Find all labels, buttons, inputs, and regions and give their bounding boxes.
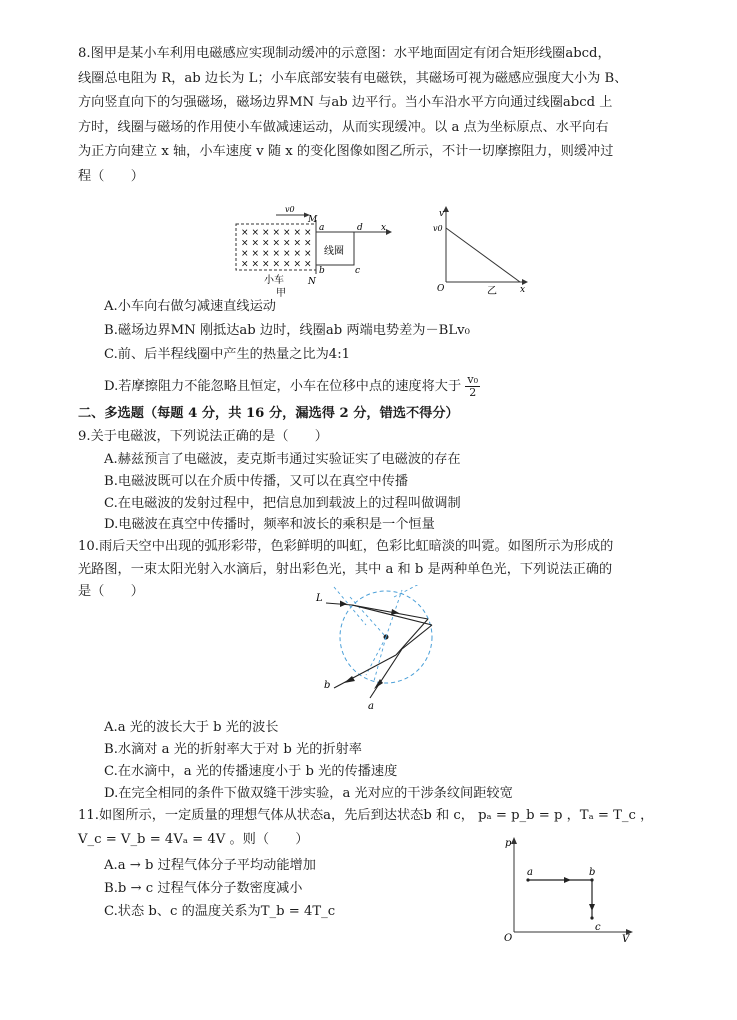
field-cross-mark: ×	[262, 238, 270, 249]
field-cross-mark: ×	[272, 249, 281, 259]
q9-option-b: B.电磁波既可以在介质中传播，又可以在真空中传播	[104, 474, 409, 489]
field-cross-mark: ×	[262, 249, 270, 259]
q11-option-c: C.状态 b、c 的温度关系为T_b = 4T_c	[104, 904, 336, 919]
q8-line-6: 程（ ）	[78, 169, 144, 184]
pv-label-O: O	[504, 933, 513, 944]
q9-stem: 9.关于电磁波，下列说法正确的是（ ）	[78, 429, 328, 444]
figure-pv-diagram	[500, 834, 640, 946]
q10-option-d: D.在完全相同的条件下做双缝干涉实验，a 光对应的干涉条纹间距较宽	[104, 786, 513, 801]
field-cross-mark: ×	[293, 249, 302, 259]
yi-label-v0: v0	[433, 224, 443, 233]
q8-line-3: 方向竖直向下的匀强磁场，磁场边界MN 与ab 边平行。当小车沿水平方向通过线圈abcd 上	[78, 95, 613, 110]
label-M: M	[308, 215, 318, 225]
field-cross-mark: ×	[241, 249, 249, 259]
pv-label-a: a	[527, 867, 533, 878]
q11-line-1: 11.如图所示，一定质量的理想气体从状态a，先后到达状态b 和 c， pₐ = p_b = p ，Tₐ = T_c ，	[78, 808, 654, 823]
q11-option-a: A.a → b 过程气体分子平均动能增加	[104, 858, 316, 873]
field-cross-mark: ×	[293, 238, 302, 249]
q10-line-2: 光路图，一束太阳光射入水滴后，射出彩色光，其中 a 和 b 是两种单色光，下列说法正确的	[78, 562, 613, 577]
field-cross-mark: ×	[272, 238, 281, 249]
yi-label-x: x	[520, 285, 526, 295]
label-coil: 线圈	[324, 246, 344, 257]
field-cross-mark: ×	[262, 228, 270, 238]
field-cross-mark: ×	[283, 228, 291, 238]
q11-line-2: V_c = V_b = 4Vₐ = 4V 。则（ ）	[78, 832, 309, 847]
figure-raindrop	[306, 585, 466, 715]
pv-label-p: p	[505, 838, 512, 849]
label-d: d	[357, 223, 363, 233]
q10-option-c: C.在水滴中，a 光的传播速度小于 b 光的传播速度	[104, 764, 398, 779]
drop-label-L: L	[316, 593, 323, 604]
yi-label-O: O	[437, 284, 445, 294]
q8-option-d	[104, 374, 480, 399]
label-b: b	[319, 266, 325, 276]
field-cross-mark: ×	[283, 259, 291, 270]
caption-jia: 甲	[276, 288, 286, 298]
label-N: N	[308, 277, 316, 287]
q11-option-b: B.b → c 过程气体分子数密度减小	[104, 881, 303, 896]
q9-option-a: A.赫兹预言了电磁波，麦克斯韦通过实验证实了电磁波的存在	[104, 452, 461, 467]
field-cross-mark: ×	[262, 259, 270, 270]
q9-option-d: D.电磁波在真空中传播时，频率和波长的乘积是一个恒量	[104, 517, 435, 532]
pv-label-c: c	[595, 922, 601, 933]
field-cross-mark: ×	[251, 249, 260, 259]
label-x: x	[381, 223, 387, 233]
drop-label-b: b	[324, 680, 331, 691]
figure-yi	[432, 204, 532, 296]
label-a: a	[319, 223, 325, 233]
yi-label-v: v	[439, 209, 445, 219]
field-cross-mark: ×	[272, 228, 281, 238]
field-cross-mark: ×	[304, 228, 312, 238]
fraction-denominator: 2	[469, 386, 477, 399]
figure-jia	[228, 202, 398, 298]
field-cross-mark: ×	[272, 259, 281, 270]
q9-option-c: C.在电磁波的发射过程中，把信息加到载波上的过程叫做调制	[104, 496, 461, 511]
field-cross-mark: ×	[283, 249, 291, 259]
field-cross-mark: ×	[241, 238, 249, 249]
caption-yi: 乙	[487, 286, 497, 296]
field-cross-mark: ×	[304, 238, 312, 249]
fraction-numerator: v₀	[467, 373, 478, 386]
magnetic-field-crosses	[241, 228, 312, 270]
field-cross-mark: ×	[293, 259, 302, 270]
q8-option-a: A.小车向右做匀减速直线运动	[104, 299, 276, 314]
q8-line-5: 为正方向建立 x 轴，小车速度 v 随 x 的变化图像如图乙所示，不计一切摩擦阻力，则缓冲过	[78, 144, 614, 159]
field-cross-mark: ×	[251, 228, 260, 238]
field-cross-mark: ×	[241, 259, 249, 270]
label-v0: v0	[285, 205, 295, 214]
q10-option-a: A.a 光的波长大于 b 光的波长	[104, 720, 279, 735]
label-c: c	[355, 266, 361, 276]
field-cross-mark: ×	[304, 259, 312, 270]
q8-option-c: C.前、后半程线圈中产生的热量之比为4:1	[104, 347, 351, 362]
field-cross-mark: ×	[283, 238, 291, 249]
fraction-v0-over-2	[465, 374, 480, 399]
q10-line-3: 是（ ）	[78, 584, 144, 599]
q8-line-1: 8.图甲是某小车利用电磁感应实现制动缓冲的示意图：水平地面固定有闭合矩形线圈abcd，	[78, 46, 611, 61]
section-multiple-choice-title: 二、多选题（每题 4 分，共 16 分，漏选得 2 分，错选不得分）	[78, 406, 459, 421]
q8-line-4: 方时，线圈与磁场的作用使小车做减速运动，从而实现缓冲。以 a 点为坐标原点、水平向右	[78, 120, 609, 135]
pv-label-b: b	[589, 867, 596, 878]
label-car: 小车	[264, 275, 284, 286]
pv-label-V: V	[622, 934, 630, 945]
field-cross-mark: ×	[304, 249, 312, 259]
q8-option-d-text: D.若摩擦阻力不能忽略且恒定，小车在位移中点的速度将大于	[104, 379, 462, 394]
field-cross-mark: ×	[251, 238, 260, 249]
q10-line-1: 10.雨后天空中出现的弧形彩带，色彩鲜明的叫虹，色彩比虹暗淡的叫霓。如图所示为形成的	[78, 539, 614, 554]
q10-option-b: B.水滴对 a 光的折射率大于对 b 光的折射率	[104, 742, 362, 757]
field-cross-mark: ×	[251, 259, 260, 270]
q8-line-2: 线圈总电阻为 R，ab 边长为 L；小车底部安装有电磁铁，其磁场可视为磁感应强度大小为 B、	[78, 71, 628, 86]
q8-option-b: B.磁场边界MN 刚抵达ab 边时，线圈ab 两端电势差为－BLv₀	[104, 323, 470, 338]
field-cross-mark: ×	[241, 228, 249, 238]
drop-label-a: a	[368, 701, 374, 712]
field-cross-mark: ×	[293, 228, 302, 238]
